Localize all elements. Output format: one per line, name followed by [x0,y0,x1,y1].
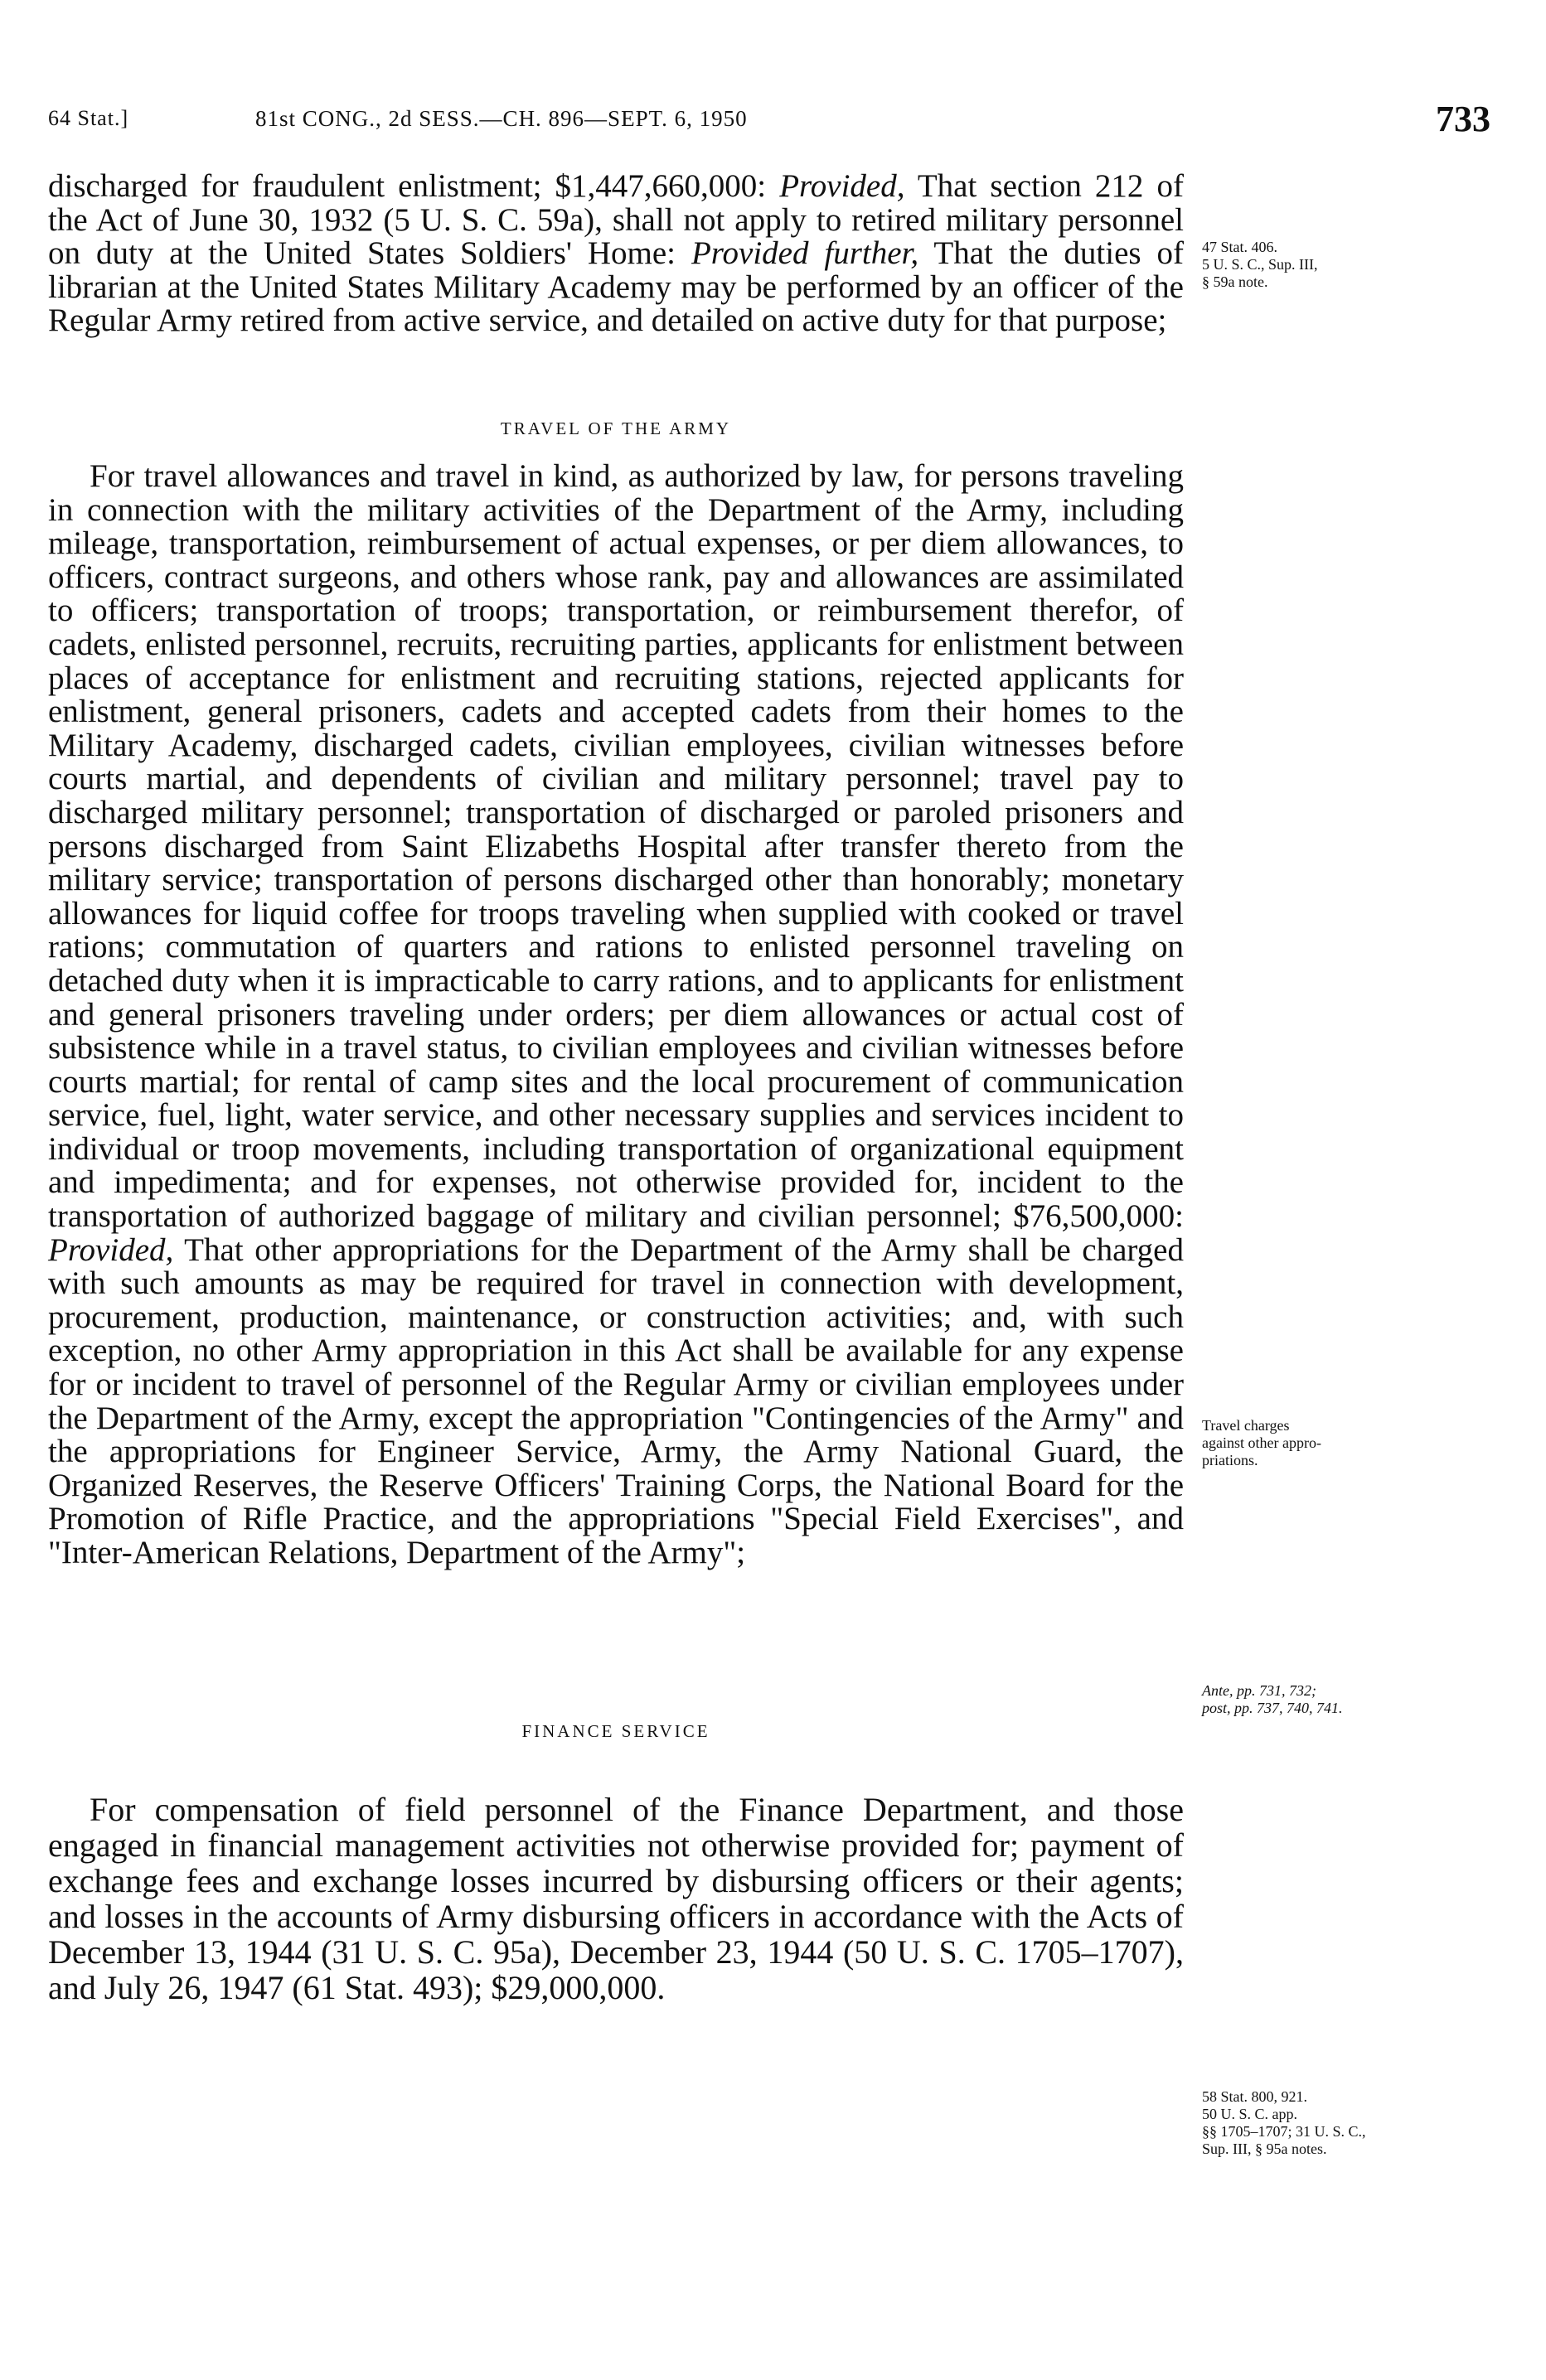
paragraph-travel-of-the-army [48,460,1184,1570]
note-line: Travel charges [1202,1417,1290,1434]
proviso-italic: Provided further, [691,235,919,272]
section-heading-finance: FINANCE SERVICE [521,1721,710,1741]
note-line: 5 U. S. C., Sup. III, [1202,256,1318,273]
note-line: 47 Stat. 406. [1202,239,1278,255]
margin-note-cross-reference [1202,1682,1488,1717]
note-line: Ante, pp. 731, 732; [1202,1682,1316,1699]
text-run: For travel allowances and travel in kind, as authorized by law, for persons traveling in connection with the military activities of the Department of the Army, including mileage, transportation, reimbursement of actual expenses, or per diem allowances, to officers, contract surgeons, and others whose rank, pay and allowances are assimilated to officers; transportation of troops; transportation, or reimbursement therefor, of cadets, enlisted personnel, recruits, recruiting parties, applicants for enlistment between places of acceptance for enlistment and recruiting stations, rejected applicants for enlistment, general prisoners, cadets and accepted cadets from their homes to the Military Academy, discharged cadets, civilian employees, civilian witnesses before courts martial, and dependents of civilian and military personnel; travel pay to discharged military personnel; transportation of discharged or paroled prisoners and persons discharged from Saint Elizabeths Hospital after transfer thereto from the military service; transportation of persons discharged other than honorably; monetary allowances for liquid coffee for troops traveling when supplied with cooked or travel rations; commutation of quarters and rations to enlisted personnel traveling on detached duty when it is impracticable to carry rations, and to applicants for enlistment and general prisoners traveling under orders; per diem allowances or actual cost of subsistence while in a travel status, to civilian employees and civilian witnesses before courts martial; for rental of camp sites and the local procurement of communication service, fuel, light, water service, and other necessary supplies and services incident to individual or troop movements, including transportation of organizational equipment and impedimenta; and for expenses, not otherwise provided for, incident to the transportation of authorized baggage of military and civilian personnel; $76,500,000: [48,458,1184,1235]
page-number: 733 [1436,99,1490,139]
margin-note-travel-charges [1202,1417,1488,1469]
paragraph-finance-service: For compensation of field personnel of the Finance Department, and those engaged in financial management activities not otherwise provided for; payment of exchange fees and exchange losses incurred by disbursing officers or their agents; and losses in the accounts of Army disbursing officers in accordance with the Acts of December 13, 1944 (31 U. S. C. 95a), December 23, 1944 (50 U. S. C. 1705–1707), and July 26, 1947 (61 Stat. 493); $29,000,000. [48,1791,1184,2006]
note-line: Sup. III, § 95a notes. [1202,2141,1327,2157]
section-heading-travel: TRAVEL OF THE ARMY [500,418,732,438]
note-line: §§ 1705–1707; 31 U. S. C., [1202,2123,1366,2140]
paragraph-appropriation-continuation [48,170,1184,338]
note-line: against other appro- [1202,1434,1321,1451]
note-line: 50 U. S. C. app. [1202,2106,1298,2122]
note-line: post, pp. 737, 740, 741. [1202,1700,1343,1716]
text-run: discharged for fraudulent enlistment; $1,447,660,000: [48,168,780,204]
text-run: That other appropriations for the Department of the Army shall be charged with such amounts as may be required for travel in connection with development, procurement, production, maintenance, or construction activities; and, with such exception, no other Army appropriation in this Act shall be available for any expense for or incident to travel of personnel of the Regular Army or civilian employees under the Department of the Army, except the appropriation "Contingencies of the Army" and the appropriations for Engineer Service, Army, the Army National Guard, the Organized Reserves, the Reserve Officers' Training Corps, the National Board for the Promotion of Rifle Practice, and the appropriations "Special Field Exercises", and "Inter-American Relations, Department of the Army"; [48,1231,1184,1570]
note-line: priations. [1202,1452,1258,1468]
margin-note-citation [1202,239,1488,291]
text-run: That section 212 of the Act of June 30, 1932 (5 U. S. C. 59a), shall not apply to retired military personnel on duty at the United States Soldiers' Home: [48,168,1184,272]
page-header [48,98,1507,148]
text-run: That the duties of librarian at the United States Military Academy may be performed by an officer of the Regular Army retired from active service, and detailed on active duty for that purpose; [48,235,1184,339]
note-line: § 59a note. [1202,273,1268,290]
note-line: 58 Stat. 800, 921. [1202,2088,1308,2105]
statute-reference: 64 Stat.] [48,106,129,130]
proviso-italic: Provided, [779,168,905,204]
proviso-italic: Provided, [48,1231,174,1268]
session-chapter-date: 81st CONG., 2d SESS.—CH. 896—SEPT. 6, 1950 [255,106,748,131]
margin-note-finance-citation [1202,2088,1488,2158]
